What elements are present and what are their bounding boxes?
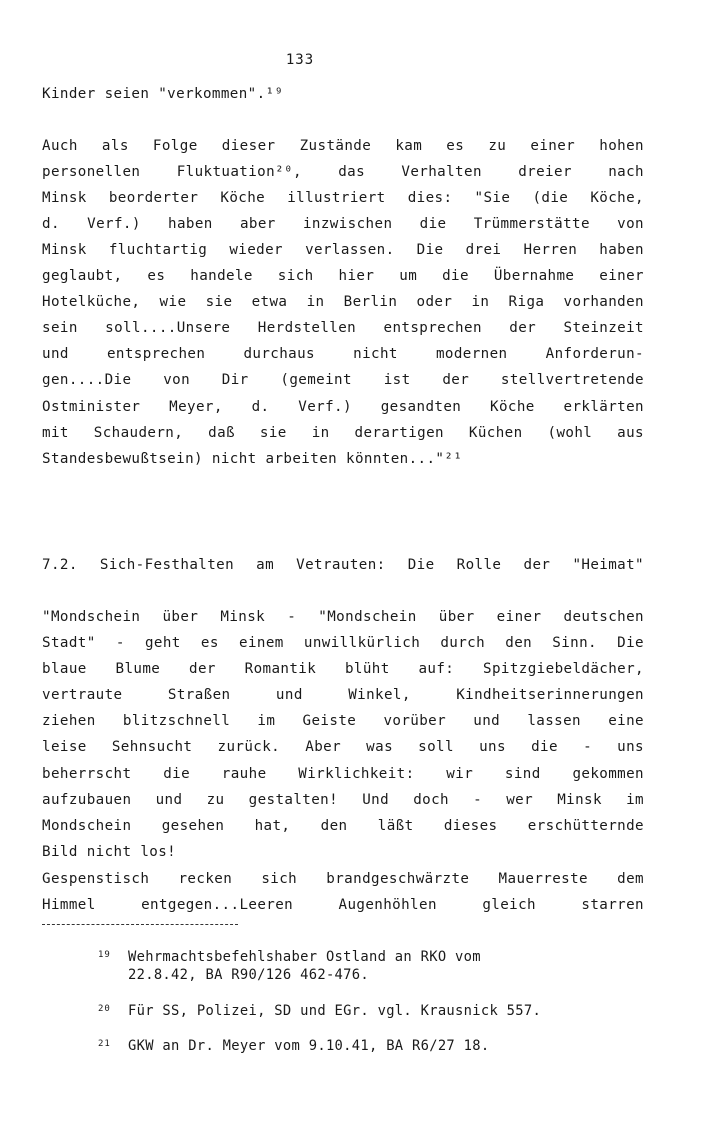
footnote-text: Für SS, Polizei, SD und EGr. vgl. Krausnick 557. [128, 1003, 542, 1019]
footnote-marker: 20 [98, 1004, 111, 1014]
text-line: Hotelküche, wie sie etwa in Berlin oder in Riga vorhanden [42, 294, 644, 310]
text-line: geglaubt, es handele sich hier um die Übernahme einer [42, 268, 644, 284]
text-line: Auch als Folge dieser Zustände kam es zu einer hohen [42, 138, 644, 154]
text-line: "Mondschein über Minsk - "Mondschein über einer deutschen [42, 609, 644, 625]
text-line: aufzubauen und zu gestalten! Und doch - wer Minsk im [42, 792, 644, 808]
text-line: blaue Blume der Romantik blüht auf: Spitzgiebeldächer, [42, 661, 644, 677]
text-line: Kinder seien "verkommen".¹⁹ [42, 86, 284, 102]
footnote-text: Wehrmachtsbefehlshaber Ostland an RKO vom [128, 949, 481, 965]
section-heading: 7.2. Sich-Festhalten am Vetrauten: Die Rolle der "Heimat" [42, 557, 644, 573]
footnote-separator [42, 924, 238, 925]
text-line: ziehen blitzschnell im Geiste vorüber und lassen eine [42, 713, 644, 729]
text-line: Standesbewußtsein) nicht arbeiten könnten..."²¹ [42, 451, 463, 467]
text-line: Stadt" - geht es einem unwillkürlich durch den Sinn. Die [42, 635, 644, 651]
text-line: Bild nicht los! [42, 844, 177, 860]
text-line: d. Verf.) haben aber inzwischen die Trümmerstätte von [42, 216, 644, 232]
text-line: personellen Fluktuation²⁰, das Verhalten dreier nach [42, 164, 644, 180]
text-line: gen....Die von Dir (gemeint ist der stellvertretende [42, 372, 644, 388]
text-line: Gespenstisch recken sich brandgeschwärzte Mauerreste dem [42, 871, 644, 887]
text-line: Himmel entgegen...Leeren Augenhöhlen gleich starren [42, 897, 644, 913]
text-line: Minsk beorderter Köche illustriert dies: "Sie (die Köche, [42, 190, 644, 206]
page-number: 133 [285, 52, 315, 68]
footnote-text: GKW an Dr. Meyer vom 9.10.41, BA R6/27 18. [128, 1038, 490, 1054]
text-line: Mondschein gesehen hat, den läßt dieses erschütternde [42, 818, 644, 834]
text-line: beherrscht die rauhe Wirklichkeit: wir sind gekommen [42, 766, 644, 782]
footnote-text: 22.8.42, BA R90/126 462-476. [128, 967, 369, 983]
footnote-marker: 21 [98, 1039, 111, 1049]
text-line: Ostminister Meyer, d. Verf.) gesandten Köche erklärten [42, 399, 644, 415]
text-line: Minsk fluchtartig wieder verlassen. Die drei Herren haben [42, 242, 644, 258]
text-line: mit Schaudern, daß sie in derartigen Küchen (wohl aus [42, 425, 644, 441]
text-line: und entsprechen durchaus nicht modernen Anforderun- [42, 346, 644, 362]
text-line: sein soll....Unsere Herdstellen entsprechen der Steinzeit [42, 320, 644, 336]
text-line: vertraute Straßen und Winkel, Kindheitserinnerungen [42, 687, 644, 703]
footnote-marker: 19 [98, 950, 111, 960]
text-line: leise Sehnsucht zurück. Aber was soll uns die - uns [42, 739, 644, 755]
